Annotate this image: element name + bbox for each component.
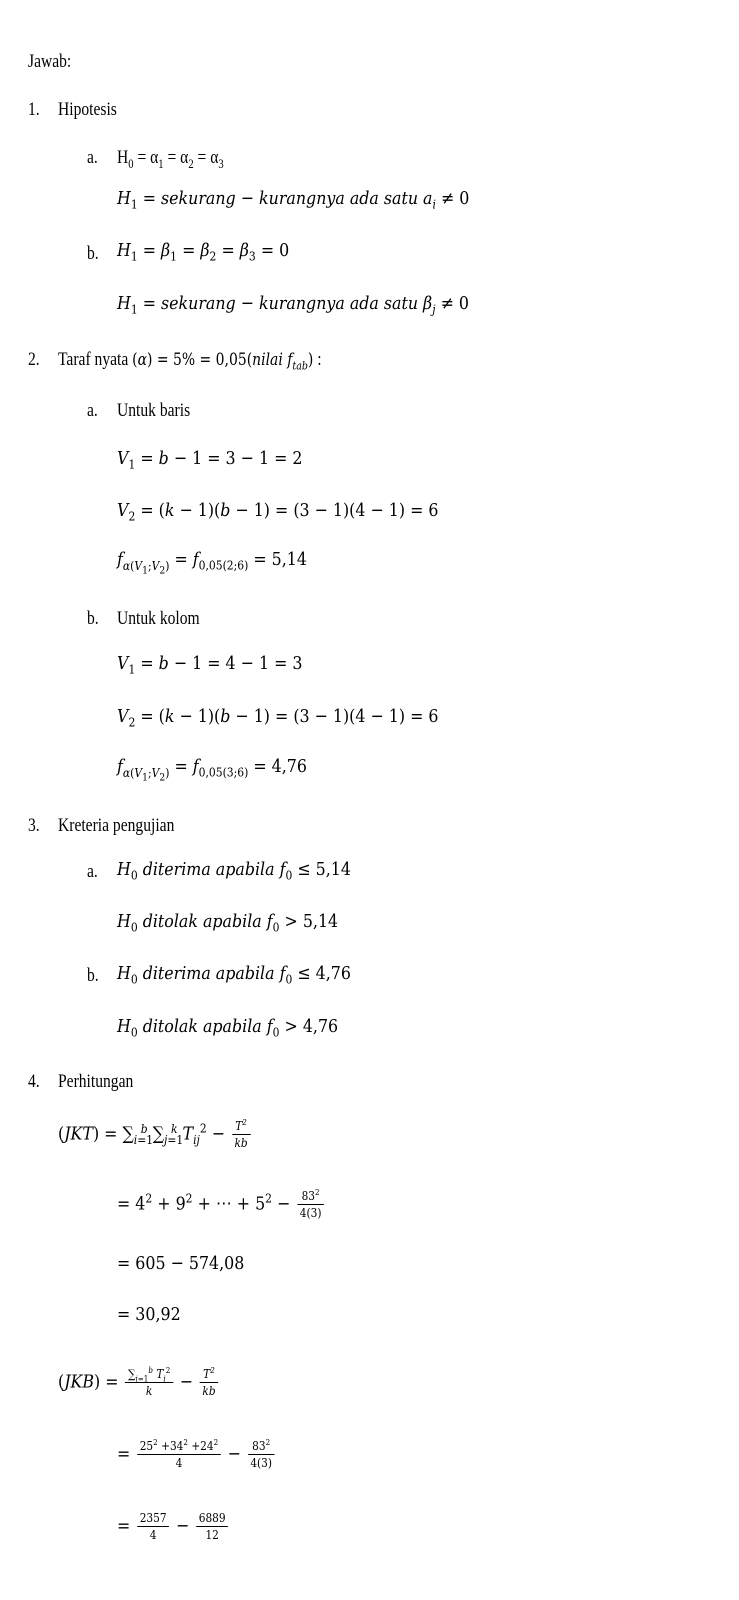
- s2-item-a-label: a.: [87, 400, 98, 421]
- s1-item-a-label: a.: [87, 147, 98, 168]
- s1-b-null-hypothesis: $H_1 = \beta_1 = \beta_2 = \beta_3 = 0$: [117, 240, 290, 264]
- section-2-title: Taraf nyata (α) = 5% = 0,05(nilai $f_{tab}$) :: [58, 349, 322, 373]
- s2-b-v1: $V_1 = b - 1 = 4 - 1 = 3$: [117, 653, 303, 677]
- section-3-number: 3.: [28, 815, 40, 836]
- s2-item-a-title: Untuk baris: [117, 400, 191, 421]
- jkb-step: = $\frac{2357}{4}$ − $\frac{6889}{12}$: [117, 1512, 230, 1541]
- section-2-title-text: Taraf nyata: [58, 349, 129, 370]
- s2-b-v2: $V_2 = (k - 1)(b - 1) = (3 - 1)(4 - 1) = 6$: [117, 706, 439, 730]
- jkb-substitution: = $\frac{25^2 +34^2 +24^2}{4}$ − $\frac{83^2}{4(3)}$: [117, 1440, 276, 1469]
- s3-a-accept: $H_0$ diterima apabila $f_0 \le 5,14$: [117, 859, 351, 883]
- s1-a-alt-hypothesis: $H_1$ = sekurang − kurangnya ada satu $a_i \ne 0$: [117, 188, 470, 212]
- s3-b-reject: $H_0$ ditolak apabila $f_0 > 4,76$: [117, 1016, 339, 1040]
- s2-item-b-label: b.: [87, 608, 99, 629]
- section-4-number: 4.: [28, 1071, 40, 1092]
- jkt-step: = 605 − 574,08: [117, 1253, 245, 1274]
- jkt-formula: $(JKT) = \sum_{i=1}^b$ $\sum_{j=1}^k$ $T_{ij}^2$ − $\frac{T^2}{kb}$: [58, 1120, 252, 1149]
- s3-a-reject: $H_0$ ditolak apabila $f_0 > 5,14$: [117, 911, 339, 935]
- jkt-result: = 30,92: [117, 1304, 181, 1325]
- s1-a-null-hypothesis: $H_0 = \alpha_1 = \alpha_2 = \alpha_3$: [117, 147, 224, 171]
- s2-b-f-table: $f_{\alpha(V_1;V_2)} = f_{0,05(3;6)} = 4,76$: [117, 756, 307, 784]
- s2-a-f-table: $f_{\alpha(V_1;V_2)} = f_{0,05(2;6)} = 5,14$: [117, 549, 307, 577]
- jkt-substitution: = $4^2 + 9^2$ + ⋯ + $5^2$ − $\frac{83^2}{4(3)}$: [117, 1190, 326, 1219]
- section-4-title: Perhitungan: [58, 1071, 134, 1092]
- section-1-number: 1.: [28, 99, 40, 120]
- section-2-number: 2.: [28, 349, 40, 370]
- s3-item-b-label: b.: [87, 965, 99, 986]
- jkb-formula: (JKB) = $\frac{\sum_{i=1}^b T_i^2}{k}$ − $\frac{T^2}{kb}$: [58, 1368, 220, 1397]
- s2-a-v2: $V_2 = (k - 1)(b - 1) = (3 - 1)(4 - 1) = 6$: [117, 500, 439, 524]
- section-1-title: Hipotesis: [58, 99, 117, 120]
- s2-a-v1: $V_1 = b - 1 = 3 - 1 = 2$: [117, 448, 303, 472]
- s1-item-b-label: b.: [87, 243, 99, 264]
- s2-item-b-title: Untuk kolom: [117, 608, 200, 629]
- s3-item-a-label: a.: [87, 861, 98, 882]
- s1-b-alt-hypothesis: $H_1$ = sekurang − kurangnya ada satu $\beta_j \ne 0$: [117, 293, 469, 317]
- answer-heading: Jawab:: [28, 51, 72, 72]
- s3-b-accept: $H_0$ diterima apabila $f_0 \le 4,76$: [117, 963, 351, 987]
- section-3-title: Kreteria pengujian: [58, 815, 175, 836]
